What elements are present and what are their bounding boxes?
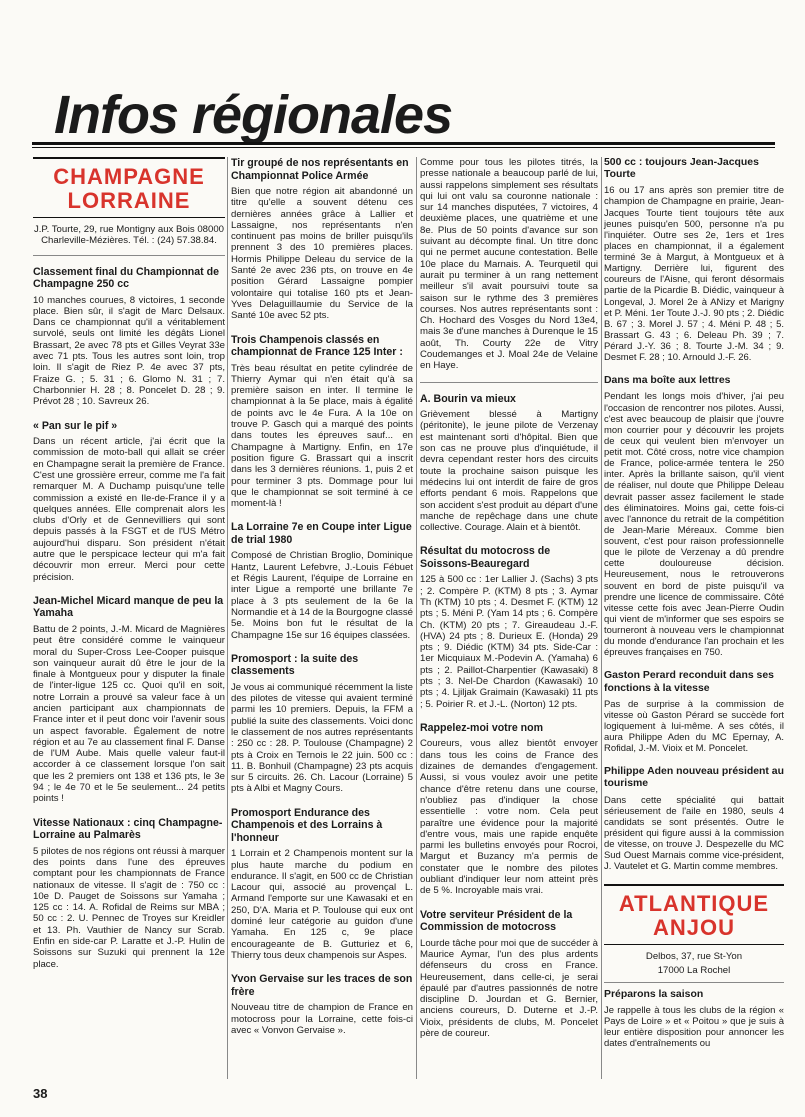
title-rule — [32, 142, 775, 145]
page-number: 38 — [33, 1086, 48, 1101]
article-body: Comme pour tous les pilotes titrés, la presse nationale a beaucoup parlé de lui, aussi rappelons simplement ses résultats qui lui ont valu sa couronne nationale : sur 14 manches disputées, 7 victoires, 4 deuxième places, une quatrième et une 8e. Plus de 50 points d'avance sur son suivant au décompte final. Un titre donc qui ne permet aucune contestation. Belle 10e place du Marnais. A. Teurquetil qui aurait pu terminer à un rang nettement meilleur s'il avait poursuivi toute sa saison sur le rythme des 3 premières courses. Nos autres représentants sont : Ch. Hochard des Vosges du Nord 13e4, mais 3e d'une manches à Durenque le 15 août, Th. Courty 22e de Vitry Coudemanges et J. Moal 24e de Velaine en Haye. — [420, 157, 598, 372]
article-title: Gaston Perard reconduit dans ses fonctions à la vitesse — [604, 670, 774, 694]
region-header-atlantique-anjou — [604, 884, 784, 945]
article-body: Composé de Christian Broglio, Dominique Hantz, Laurent Lefebvre, J.-Louis Fébuet et Régis Laurent, l'équipe de Lorraine en inter Ligue a remporté une brillante 7e place à 3 pts seulement de la 6e la Normandie et à 14 de la Bourgogne classé 5e. Moins bon fut le résultat de la Champagne 15e sur 16 équipes classées. — [231, 550, 413, 641]
article-title: Votre serviteur Président de la Commission de motocross — [420, 908, 573, 934]
column-divider — [416, 157, 417, 1079]
article-body: Je rappelle à tous les clubs de la région « Pays de Loire » et « Poitou » que je suis à leur entière disposition pour annoncer les dates d'entraînements ou — [604, 1005, 784, 1050]
region-name-line2: LORRAINE — [67, 188, 191, 213]
article-body: Dans cette spécialité qui battait sérieusement de l'aile en 1980, seuls 4 candidats se sont présentés. Outre le président qui figure aussi à la commission de vitesse, on trouve J. Despezelle du MC Sud Ouest Marnais comme vice-président, J. Vautelet et G. Martin comme membres. — [604, 794, 784, 873]
article-title: « Pan sur le pif » — [33, 419, 118, 432]
article-body: 5 pilotes de nos régions ont réussi à marquer des points dans l'une des épreuves comptant pour les championnats de France nationaux de vitesse. Il s'agit de : 750 cc : 10e D. Pauget de Soissons sur Yamaha ; 125 cc : 14. A. Rofidal de Reims sur MBA ; 50 cc : 2. U. Pennec de Troyes sur Kreidler et 13. Ph. Vauthier de Nancy sur Scrab. Enfin en side-car P. Laratte et J.-P. Hulin de Soissons sur Suzuki qui prennent la 12e place. — [33, 845, 225, 970]
column-2 — [231, 157, 413, 1036]
article-body: 16 ou 17 ans après son premier titre de champion de Champagne en prairie, Jean-Jacques Tourte tient toujours tête aux jeunes puisqu'en 500, personne n'a pu l'inquiéter. Outre ses 2e, 1ers et 1res places en championnat, il a également terminé 3e à Margut, à Montgueux et à Martigny. Derrière lui, figurent des coureurs de l'Aisne, qui feront désormais partie de la Picardie B. Diédic, vainqueur à Longeval, J. Morel 2e à ANizy et Marigny et P. Méni. 1er Toute J.-J. 90 pts ; 2. Diédic B. 67 ; 3. Morel J. 57 ; 4. Méni P. 48 ; 5. Brassart G. 43 ; 6. Deleau Ph. 39 ; 7. Pérard J.-Y. 36 ; 8. Tourte J.-M. 34 ; 9. Desmet F. 28 ; 10. Arnould J.-F. 26. — [604, 185, 784, 364]
article-body: Dans un récent article, j'ai écrit que la commission de moto-ball qui allait se créer en Champagne serait la première de France. C'est une grossière erreur, comme me l'a fait remarquer M. A Duchamp puisqu'une telle commission a existé en Ile-de-France il y a quelques années. Elle comprenait alors les clubs d'Orly et de Gennevilliers qui sont depuis passés à la FSGT et de l'US Métro aujourd'hui disparu. Son président n'était autre que le perspicace lecteur qui m'a fait découvrir mon erreur. Merci pour cette précision. — [33, 436, 225, 583]
column-divider — [601, 157, 602, 1079]
article-title: Classement final du Championnat de Champagne 250 cc — [33, 265, 220, 291]
divider — [33, 255, 225, 256]
column-divider — [227, 157, 228, 1079]
article-body: Lourde tâche pour moi que de succéder à Maurice Aymar, l'un des plus ardents défenseurs du cross en France. Heureusement, dans celle-ci, je serai épaulé par d'autres passionnés de notre discipline D. Jourdan et G. Bernier, anciens coureurs, D. Duterne et J.-P. Vioix, présidents de clubs, M. Poncelet père de coureur. — [420, 937, 598, 1039]
article-title: Vitesse Nationaux : cinq Champagne-Lorraine au Palmarès — [33, 816, 223, 842]
region-name-line1: CHAMPAGNE — [53, 164, 205, 189]
divider — [420, 382, 598, 383]
correspondent-address-line2: 17000 La Rochel — [657, 964, 731, 976]
region-header-champagne-lorraine — [33, 157, 225, 218]
page-title: Infos régionales — [54, 85, 453, 145]
article-title: Résultat du motocross de Soissons-Beauregard — [420, 545, 551, 570]
article-body: Je vous ai communiqué récemment la liste des pilotes de vitesse qui avaient terminé parmi les 10 premiers. Depuis, la FFM a publié la suite des classements. Voici donc le classement de nos autres représentants : 250 cc : 28. P. Toulouse (Champagne) 2 pts à Croix en Ternois le 22 juin. 500 cc : 11. B. Bonhuil (Champagne) 23 pts acquis sur 5 circuits. 26. Ch. Lacour (Lorraine) 5 pts à Albi et Magny Cours. — [231, 681, 413, 795]
column-1 — [33, 157, 225, 970]
article-body: Bien que notre région ait abandonné un titre qu'elle a souvent détenu ces dernières années grâce à Lallier et Lassaigne, nos représentants n'en continuent pas moins de briller puisqu'ils prennent 3 des 10 premières places. Hormis Philippe Deleau du service de la Santé 2e avec 236 pts, on trouve en 4e position Gérard Lassaigne pompier volontaire qui totalise 160 pts et Jean-Yves Delaguillaumie du Service de la Santé 10e avec 52 pts. — [231, 186, 413, 322]
article-title: Trois Champenois classés en championnat de France 125 Inter : — [231, 333, 403, 359]
title-rule-thin — [32, 147, 775, 148]
article-title: A. Bourin va mieux — [420, 392, 516, 405]
article-title: Philippe Aden nouveau président au tourisme — [604, 766, 784, 790]
article-body: Grièvement blessé à Martigny (péritonite), le jeune pilote de Verzenay est maintenant sorti d'hôpital. Bien que son cas ne prouve plus d'inquiétude, il devra cependant rester hors des circuits toute la prochaine saison puisque les médecins lui ont interdit de faire de gros efforts pendant 6 mois. Rappelons que son accident s'est produit au départ d'une manche de repêchage dans une chute collective. Courage. Alain et à bientôt. — [420, 409, 598, 534]
article-title: Jean-Michel Micard manque de peu la Yamaha — [33, 594, 224, 620]
article-title: Yvon Gervaise sur les traces de son frère — [231, 973, 413, 998]
article-title: Promosport Endurance des Champenois et des Lorrains à l'honneur — [231, 806, 383, 844]
article-body: 125 à 500 cc : 1er Lallier J. (Sachs) 3 pts ; 2. Compère P. (KTM) 8 pts ; 3. Aymar Th (KTM) 10 pts ; 4. Desmet F. (KTM) 12 pts ; 5. Méni P. (Yam 14 pts ; 6. Compère Ch. (KTM) 20 pts ; 7. Gireaudeau J.-F. (HVA) 24 pts ; 8. Durieux E. (Honda) 29 pts ; 9. Diédic (KTM) 34 pts. Side-Car : 1er Micquiaux M.-Podevin A. (Yamaha) 6 pts ; 2. Paillot-Charpentier (Kawasaki) 8 pts ; 3. Nel-De Chardon (Kawasaki) 10 pts ; 4. Ljiljak Graimain (Kawasaki) 11 pts ; 5. Poirier R. et J.-L. (Norton) 12 pts. — [420, 574, 598, 710]
article-title: Promosport : la suite des classements — [231, 652, 359, 678]
article-title: Rappelez-moi votre nom — [420, 721, 544, 734]
article-title: 500 cc : toujours Jean-Jacques Tourte — [604, 157, 759, 181]
article-title: Dans ma boîte aux lettres — [604, 375, 731, 387]
column-4 — [604, 157, 784, 1050]
article-body: Nouveau titre de champion de France en motocross pour la Lorraine, cette fois-ci avec « Vonvon Gervaise ». — [231, 1002, 413, 1036]
column-3 — [420, 157, 598, 1039]
article-body: 1 Lorrain et 2 Champenois montent sur la plus haute marche du podium en endurance. Il s'agit, en 500 cc de Christian Lacour qui, associé au provençal L. Armand l'emporte sur une Kawasaki et en 250, D'A. Maria et P. Toulouse qui eux ont dominé leur catégorie au guidon d'une Yamaha. En 125 c, 9e place encourageante de B. Gutturiez et 6, Thierry tous deux champenois sur Aspes. — [231, 848, 413, 961]
article-body: Très beau résultat en petite cylindrée de Thierry Aymar qui n'en était qu'à sa première saison en inter. Il termine le championnat à la 5e place, mais à égalité de points avc le 4e Fura. A la 10e on trouve P. Gasch qui a marqué des points dans toutes les épreuves sauf... en Champagne à Martigny. Enfin, en 17e position figure G. Brassart qui a inscrit dans les 3 dernières réunions. 1, puis 2 et pour terminer 3 pts. Dommage pour lui que le championnat se soit terminé à ce moment-là ! — [231, 362, 413, 510]
article-body: Pendant les longs mois d'hiver, j'ai peu l'occasion de rencontrer nos pilotes. Aussi, c'est avec beaucoup de plaisir que j'ouvre mon courrier pour y découvrir les projets de ceux qui veulent bien m'envoyer un petit mot. Côté cross, notre vice champion de France, police-armée tentera le 250 inter. Après la brillante saison, qu'il vient de réaliser, nul doute que Philippe Deleau devrait passer assez facilement le stade des éliminatoires. Moins gai, cette fois-ci avec l'annonce du retrait de la compétition de Jean-Marie Méreaux. Comme bien souvent, c'est pour raison professionnelle que le pilote de Verzenay a dû prendre cette douloureuse décision. Heureusement, nous le retrouverons souvent en bord de piste puisqu'il va prendre une licence de commissaire. Côté vitesse cette fois avec Jean-Pierre Oudin qui vient de m'informer que ses espoirs se tourneront à nouveau vers le championnat du monde d'endurance l'an prochain et les épreuves françaises en 750. — [604, 391, 784, 659]
correspondent-address: J.P. Tourte, 29, rue Montigny aux Bois 08000 Charleville-Mézières. Tél. : (24) 57.38.84. — [33, 224, 225, 247]
article-body: Pas de surprise à la commission de vitesse où Gaston Pérard se succède fort logiquement à lui-même. A ses côtés, il aura Philippe Aden du MC Epernay, A. Rofidal, J.-M. Vioix et M. Poncelet. — [604, 698, 784, 755]
article-body: 10 manches courues, 8 victoires, 1 seconde place. Bien sûr, il s'agit de Marc Delsaux. Dans ce championnat qu'il a véritablement survolé, seuls ont limité les dégâts Lionel Brassart, 2e avec 78 pts et Gilles Veyrat 33e avec 71 pts. Tous les autres sont loin, trop loin. Il s'agit de Riez P. 4e avec 37 pts, Fraize G. ; 5. 31 ; 6. Glomo N. 31 ; 7. Charbonnier H. 28 ; 8. Poncelet D. 28 ; 9. Prévot 28 ; 10. Savreux 26. — [33, 294, 225, 408]
correspondent-address-line1: Delbos, 37, rue St-Yon — [645, 951, 743, 963]
article-body: Coureurs, vous allez bientôt envoyer dans tous les coins de France des dizaines de demandes d'engagement. Aussi, si vous voulez avoir une petite chance d'être retenu dans une course, n'oubliez pas d'indiquer la chose essentielle : votre nom. Cela peut paraître une évidence pour la majorité d'entre vous, mais une rapide enquête parmi les bulletins envoyés pour Rocroi, Margut et Buzancy m'a permis de constater que le nombre des pilotes oubliant d'indiquer leur nom atteint près de 5 %. Incroyable mais vrai. — [420, 738, 598, 897]
divider — [604, 982, 784, 983]
article-title: Tir groupé de nos représentants en Championnat Police Armée — [231, 157, 409, 182]
article-title: La Lorraine 7e en Coupe inter Ligue de trial 1980 — [231, 521, 412, 546]
region-name-line2: ANJOU — [652, 915, 735, 941]
region-name-line1: ATLANTIQUE — [618, 891, 770, 917]
article-title: Préparons la saison — [604, 988, 704, 1000]
article-body: Battu de 2 points, J.-M. Micard de Magnières peut être considéré comme le vainqueur moral du Super-Cross Lee-Cooper puisque son vainqueur aurait dû être le jour de la finale à Montgueux pour y disputer la finale de l'inter-ligue 125 cc. Quoi qu'il en soit, notre Lorrain a prouvé sa valeur face à un ancien participant aux championnats de France inter et il peut donc voir l'avenir sous un aspect favorable. Également de notre région et au 7e au classement final F. Danse de l'UM Aube. Mais quelle valeur faut-il accorder à ce classement lorsque l'on sait que les 2 premiers ont 138 et 136 pts, le 3e 94 ; le 4e 70 et le 5e seulement... 24 petits points ! — [33, 623, 225, 805]
